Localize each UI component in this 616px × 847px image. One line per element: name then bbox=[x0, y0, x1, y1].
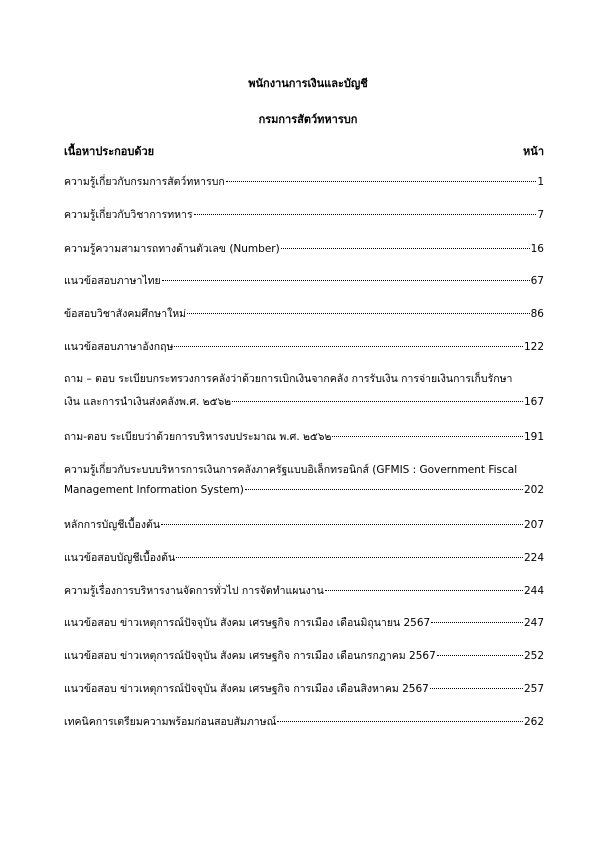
dot-leader bbox=[430, 688, 523, 689]
dot-leader bbox=[431, 622, 523, 623]
toc-entry[interactable] bbox=[64, 516, 544, 533]
toc-entry[interactable] bbox=[64, 582, 544, 599]
toc-entry-text-line1: ความรู้เกี่ยวกับระบบบริหารการเงินการคลังภาครัฐแบบอิเล็กทรอนิกส์ (GFMIS : Government Fiscal bbox=[64, 464, 518, 476]
toc-entry-text: เงิน และการนำเงินส่งคลังพ.ศ. ๒๕๖๒ bbox=[64, 396, 232, 408]
toc-entry[interactable] bbox=[64, 461, 544, 496]
toc-entry[interactable] bbox=[64, 305, 544, 322]
dot-leader bbox=[174, 346, 523, 347]
toc-entry-text: ความรู้เกี่ยวกับวิชาการทหาร bbox=[64, 209, 193, 221]
toc-entry-text: หลักการบัญชีเบื้องต้น bbox=[64, 519, 161, 531]
toc-entry-text: เทคนิคการเตรียมความพร้อมก่อนสอบสัมภาษณ์ bbox=[64, 716, 277, 728]
dot-leader bbox=[176, 557, 523, 558]
toc-entry[interactable] bbox=[64, 713, 544, 730]
toc-entry-page: 207 bbox=[523, 519, 544, 531]
toc-entry-text-line1: ถาม – ตอบ ระเบียบกระทรวงการคลังว่าด้วยการเบิกเงินจากคลัง การรับเงิน การจ่ายเงินการเก็บรักษา bbox=[64, 373, 513, 385]
toc-entry[interactable] bbox=[64, 173, 544, 190]
toc-entry-page: 202 bbox=[523, 484, 544, 496]
toc-entry-page: 262 bbox=[523, 716, 544, 728]
toc-entry-text: ความรู้เกี่ยวกับกรมการสัตว์ทหารบก bbox=[64, 176, 225, 188]
toc-entry-page: 86 bbox=[530, 308, 544, 320]
dot-leader bbox=[437, 655, 523, 656]
toc-entry-text: แนวข้อสอบ ข่าวเหตุการณ์ปัจจุบัน สังคม เศรษฐกิจ การเมือง เดือนกรกฎาคม 2567 bbox=[64, 650, 436, 662]
toc-header bbox=[64, 142, 544, 160]
toc-entry-page: 167 bbox=[523, 396, 544, 408]
toc-entry-page: 16 bbox=[530, 243, 544, 255]
toc-entry[interactable] bbox=[64, 680, 544, 697]
dot-leader bbox=[161, 524, 523, 525]
dot-leader bbox=[162, 280, 530, 281]
toc-entry-text: แนวข้อสอบ ข่าวเหตุการณ์ปัจจุบัน สังคม เศรษฐกิจ การเมือง เดือนมิถุนายน 2567 bbox=[64, 617, 431, 629]
toc-entry-page: 122 bbox=[523, 341, 544, 353]
dot-leader bbox=[325, 590, 523, 591]
toc-entry-text: ข้อสอบวิชาสังคมศึกษาใหม่ bbox=[64, 308, 187, 320]
document-title: พนักงานการเงินและบัญชี bbox=[248, 77, 368, 90]
dot-leader bbox=[281, 248, 530, 249]
toc-entry-text: ความรู้ความสามารถทางด้านตัวเลข (Number) bbox=[64, 243, 280, 255]
toc-entry[interactable] bbox=[64, 240, 544, 257]
toc-entry-page: 224 bbox=[523, 552, 544, 564]
toc-entry[interactable] bbox=[64, 428, 544, 445]
toc-entry-page: 1 bbox=[537, 176, 544, 188]
toc-entry-page: 7 bbox=[537, 209, 544, 221]
toc-entry[interactable] bbox=[64, 614, 544, 631]
dot-leader bbox=[232, 401, 523, 402]
toc-entry[interactable] bbox=[64, 647, 544, 664]
toc-entry-text: ถาม-ตอบ ระเบียบว่าด้วยการบริหารงบประมาณ พ.ศ. ๒๕๖๒ bbox=[64, 431, 332, 443]
toc-entry-text: แนวข้อสอบภาษาอังกฤษ bbox=[64, 341, 174, 353]
toc-entry-page: 252 bbox=[523, 650, 544, 662]
dot-leader bbox=[226, 181, 537, 182]
toc-entry-page: 244 bbox=[523, 585, 544, 597]
dot-leader bbox=[194, 214, 537, 215]
toc-entry-page: 257 bbox=[523, 683, 544, 695]
toc-entry-page: 67 bbox=[530, 275, 544, 287]
toc-entry[interactable] bbox=[64, 206, 544, 223]
dot-leader bbox=[277, 721, 523, 722]
toc-entry-text: ความรู้เรื่องการบริหารงานจัดการทั่วไป การจัดทำแผนงาน bbox=[64, 585, 324, 597]
toc-entry-page: 247 bbox=[523, 617, 544, 629]
toc-entry-text: แนวข้อสอบ ข่าวเหตุการณ์ปัจจุบัน สังคม เศรษฐกิจ การเมือง เดือนสิงหาคม 2567 bbox=[64, 683, 429, 695]
toc-entry[interactable] bbox=[64, 370, 544, 410]
dot-leader bbox=[245, 489, 523, 490]
toc-entry-text: แนวข้อสอบบัญชีเบื้องต้น bbox=[64, 552, 176, 564]
document-subtitle: กรมการสัตว์ทหารบก bbox=[258, 113, 358, 126]
dot-leader bbox=[187, 313, 530, 314]
toc-page-heading: หน้า bbox=[523, 145, 544, 158]
toc-heading: เนื้อหาประกอบด้วย bbox=[64, 145, 155, 158]
toc-entry-text: แนวข้อสอบภาษาไทย bbox=[64, 275, 161, 287]
toc-entry[interactable] bbox=[64, 338, 544, 355]
toc-entry-text: Management Information System) bbox=[64, 484, 244, 496]
toc-entry-page: 191 bbox=[523, 431, 544, 443]
toc-entry[interactable] bbox=[64, 549, 544, 566]
toc-entry[interactable] bbox=[64, 272, 544, 289]
dot-leader bbox=[332, 436, 523, 437]
